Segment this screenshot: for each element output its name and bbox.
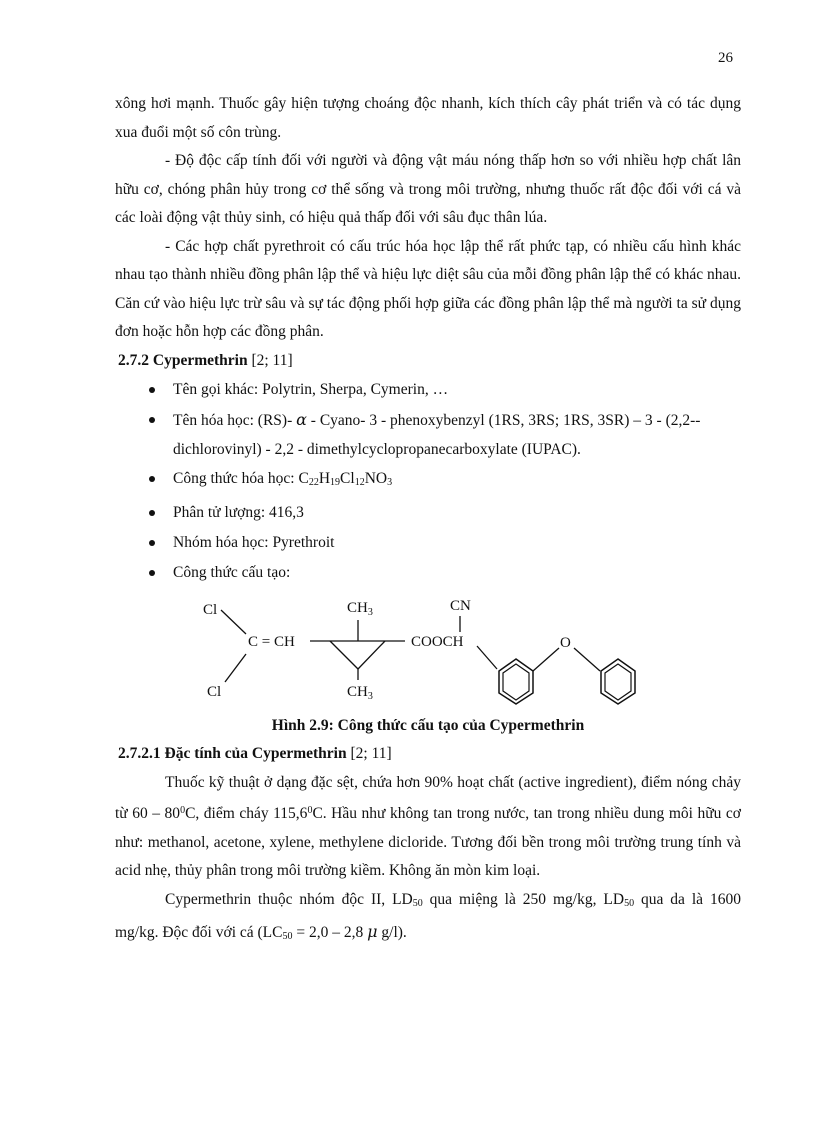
property-text-2: C, điểm cháy 115,6 <box>185 805 308 822</box>
bullet-icon <box>149 417 155 423</box>
subsection-heading <box>118 740 741 769</box>
alpha-symbol: α <box>296 410 307 429</box>
bond-benzyl <box>477 646 497 669</box>
benzene-ring-1 <box>499 659 533 704</box>
list-item <box>115 528 741 558</box>
chem-name-rest: - Cyano- 3 - phenoxybenzyl (1RS, 3RS; 1RS, 3SR) – 3 - (2,2--dichlorovinyl) - 2,2 - dimethylcyclopropanecarboxylate (IUPAC). <box>173 412 701 458</box>
formula-h: H <box>318 470 331 487</box>
ch3-bottom-label: $CH_3$ <box>347 684 373 702</box>
list-item <box>115 498 741 528</box>
formula-c: C <box>298 470 309 487</box>
subsection-reference: [2; 11] <box>346 745 392 762</box>
section-heading <box>118 347 741 376</box>
subsection-title: 2.7.2.1 Đặc tính của Cypermethrin <box>118 745 347 762</box>
intro-paragraph: xông hơi mạnh. Thuốc gây hiện tượng choáng độc nhanh, kích thích cây phát triển và có tác dụng xua đuổi một số côn trùng. <box>115 95 741 141</box>
structural-formula-diagram <box>115 592 741 710</box>
ld50-text-1: Cypermethrin thuộc nhóm độc II, LD <box>165 890 413 908</box>
property-paragraph <box>115 769 741 886</box>
cypermethrin-structure <box>115 592 741 710</box>
molecular-weight: Phân tử lượng: 416,3 <box>173 504 304 521</box>
cl-top-label: Cl <box>203 602 218 618</box>
bullet-icon <box>149 387 155 393</box>
list-item <box>115 558 741 588</box>
bullet-icon <box>149 510 155 516</box>
other-names: Tên gọi khác: Polytrin, Sherpa, Cymerin, … <box>173 381 449 398</box>
cl-bottom-label: Cl <box>207 684 222 700</box>
ld50-sub-1: 50 <box>412 897 423 909</box>
cn-label: CN <box>450 598 471 614</box>
degree-sup-2: 0 <box>307 805 313 816</box>
bullet-icon <box>149 540 155 546</box>
bond-oxygen-ring2 <box>574 648 600 671</box>
ld50-paragraph <box>115 886 741 952</box>
ch3-top-label: $CH_3$ <box>347 600 373 618</box>
degree-sup-1: 0 <box>180 805 186 816</box>
ld50-text-2: qua miệng là 250 mg/kg, LD <box>422 890 625 908</box>
formula-cl-sub: 12 <box>354 477 365 488</box>
formula-label: Công thức hóa học: <box>173 470 299 487</box>
structure-paragraph: - Các hợp chất pyrethroit có cấu trúc hóa học lập thể rất phức tạp, có nhiều cấu hình khác nhau tạo thành nhiều đồng phân lập thể và hiệu lực diệt sâu của mỗi đồng phân lập thể có khác nhau. Căn cứ vào hiệu lực trừ sâu và sự tác động phối hợp giữa các đồng phân lập thể mà người ta sử dụng đơn hoặc hỗn hợp các đồng phân. <box>115 237 741 340</box>
page-content <box>115 90 741 952</box>
vinyl-label: C = CH <box>248 634 295 650</box>
ring-right-edge <box>358 641 385 669</box>
bond-cl-bottom <box>225 654 246 682</box>
bullet-icon <box>149 570 155 576</box>
structural-formula-label: Công thức cấu tạo: <box>173 564 291 581</box>
bond-ring1-oxygen <box>533 648 559 671</box>
section-title: 2.7.2 Cypermethrin <box>118 351 248 369</box>
properties-list <box>115 375 741 588</box>
page-number: 26 <box>718 50 733 66</box>
ld50-sub-2: 50 <box>624 897 635 909</box>
list-item <box>115 405 741 464</box>
formula-cl: Cl <box>340 470 355 487</box>
list-item <box>115 464 741 498</box>
bond-cl-top <box>221 610 246 634</box>
ld50-text-3: qua da là 1600 mg/kg. Độc đối với cá (LC <box>115 890 741 941</box>
ring-left-edge <box>330 641 358 669</box>
ester-label: COOCH <box>411 634 464 650</box>
benzene-ring-1-inner <box>503 664 529 700</box>
formula-o-sub: 3 <box>387 477 393 488</box>
ld50-text-5: g/l). <box>377 924 407 941</box>
ld50-text-4: = 2,0 – 2,8 <box>292 924 368 941</box>
figure-caption: Hình 2.9: Công thức cấu tạo của Cypermethrin <box>271 717 585 734</box>
formula-h-sub: 19 <box>330 477 341 488</box>
section-reference: [2; 11] <box>247 351 293 369</box>
bullet-icon <box>149 476 155 482</box>
property-text-1: Thuốc kỹ thuật ở dạng đặc sệt, chứa hơn 90% hoạt chất (active ingredient), điểm nóng chảy từ 60 – 80 <box>115 773 741 822</box>
list-item <box>115 375 741 405</box>
chem-name-prefix: Tên hóa học: (RS)- <box>173 412 297 429</box>
formula-rest: NO <box>364 470 388 487</box>
lc50-sub: 50 <box>282 931 293 942</box>
toxicity-paragraph: - Độ độc cấp tính đối với người và động vật máu nóng thấp hơn so với nhiều hợp chất lân hữu cơ, chóng phân hủy trong cơ thể sống và trong môi trường, nhưng thuốc rất độc đối với cá và các loài động vật thủy sinh, có hiệu quả thấp đối với sâu đục thân lúa. <box>115 152 741 226</box>
formula-c-sub: 22 <box>308 477 319 488</box>
property-text-3: C. Hầu như không tan trong nước, tan trong nhiều dung môi hữu cơ như: methanol, acetone, xylene, methylene dicloride. Tương đối bền trong môi trường trung tính và acid nhẹ, thủy phân trong môi trường kiềm. Không ăn mòn kim loại. <box>115 805 741 879</box>
benzene-ring-2-inner <box>605 664 631 700</box>
oxygen-label: O <box>560 635 571 651</box>
chem-group: Nhóm hóa học: Pyrethroit <box>173 534 335 551</box>
benzene-ring-2 <box>601 659 635 704</box>
mu-symbol: μ <box>367 922 378 941</box>
